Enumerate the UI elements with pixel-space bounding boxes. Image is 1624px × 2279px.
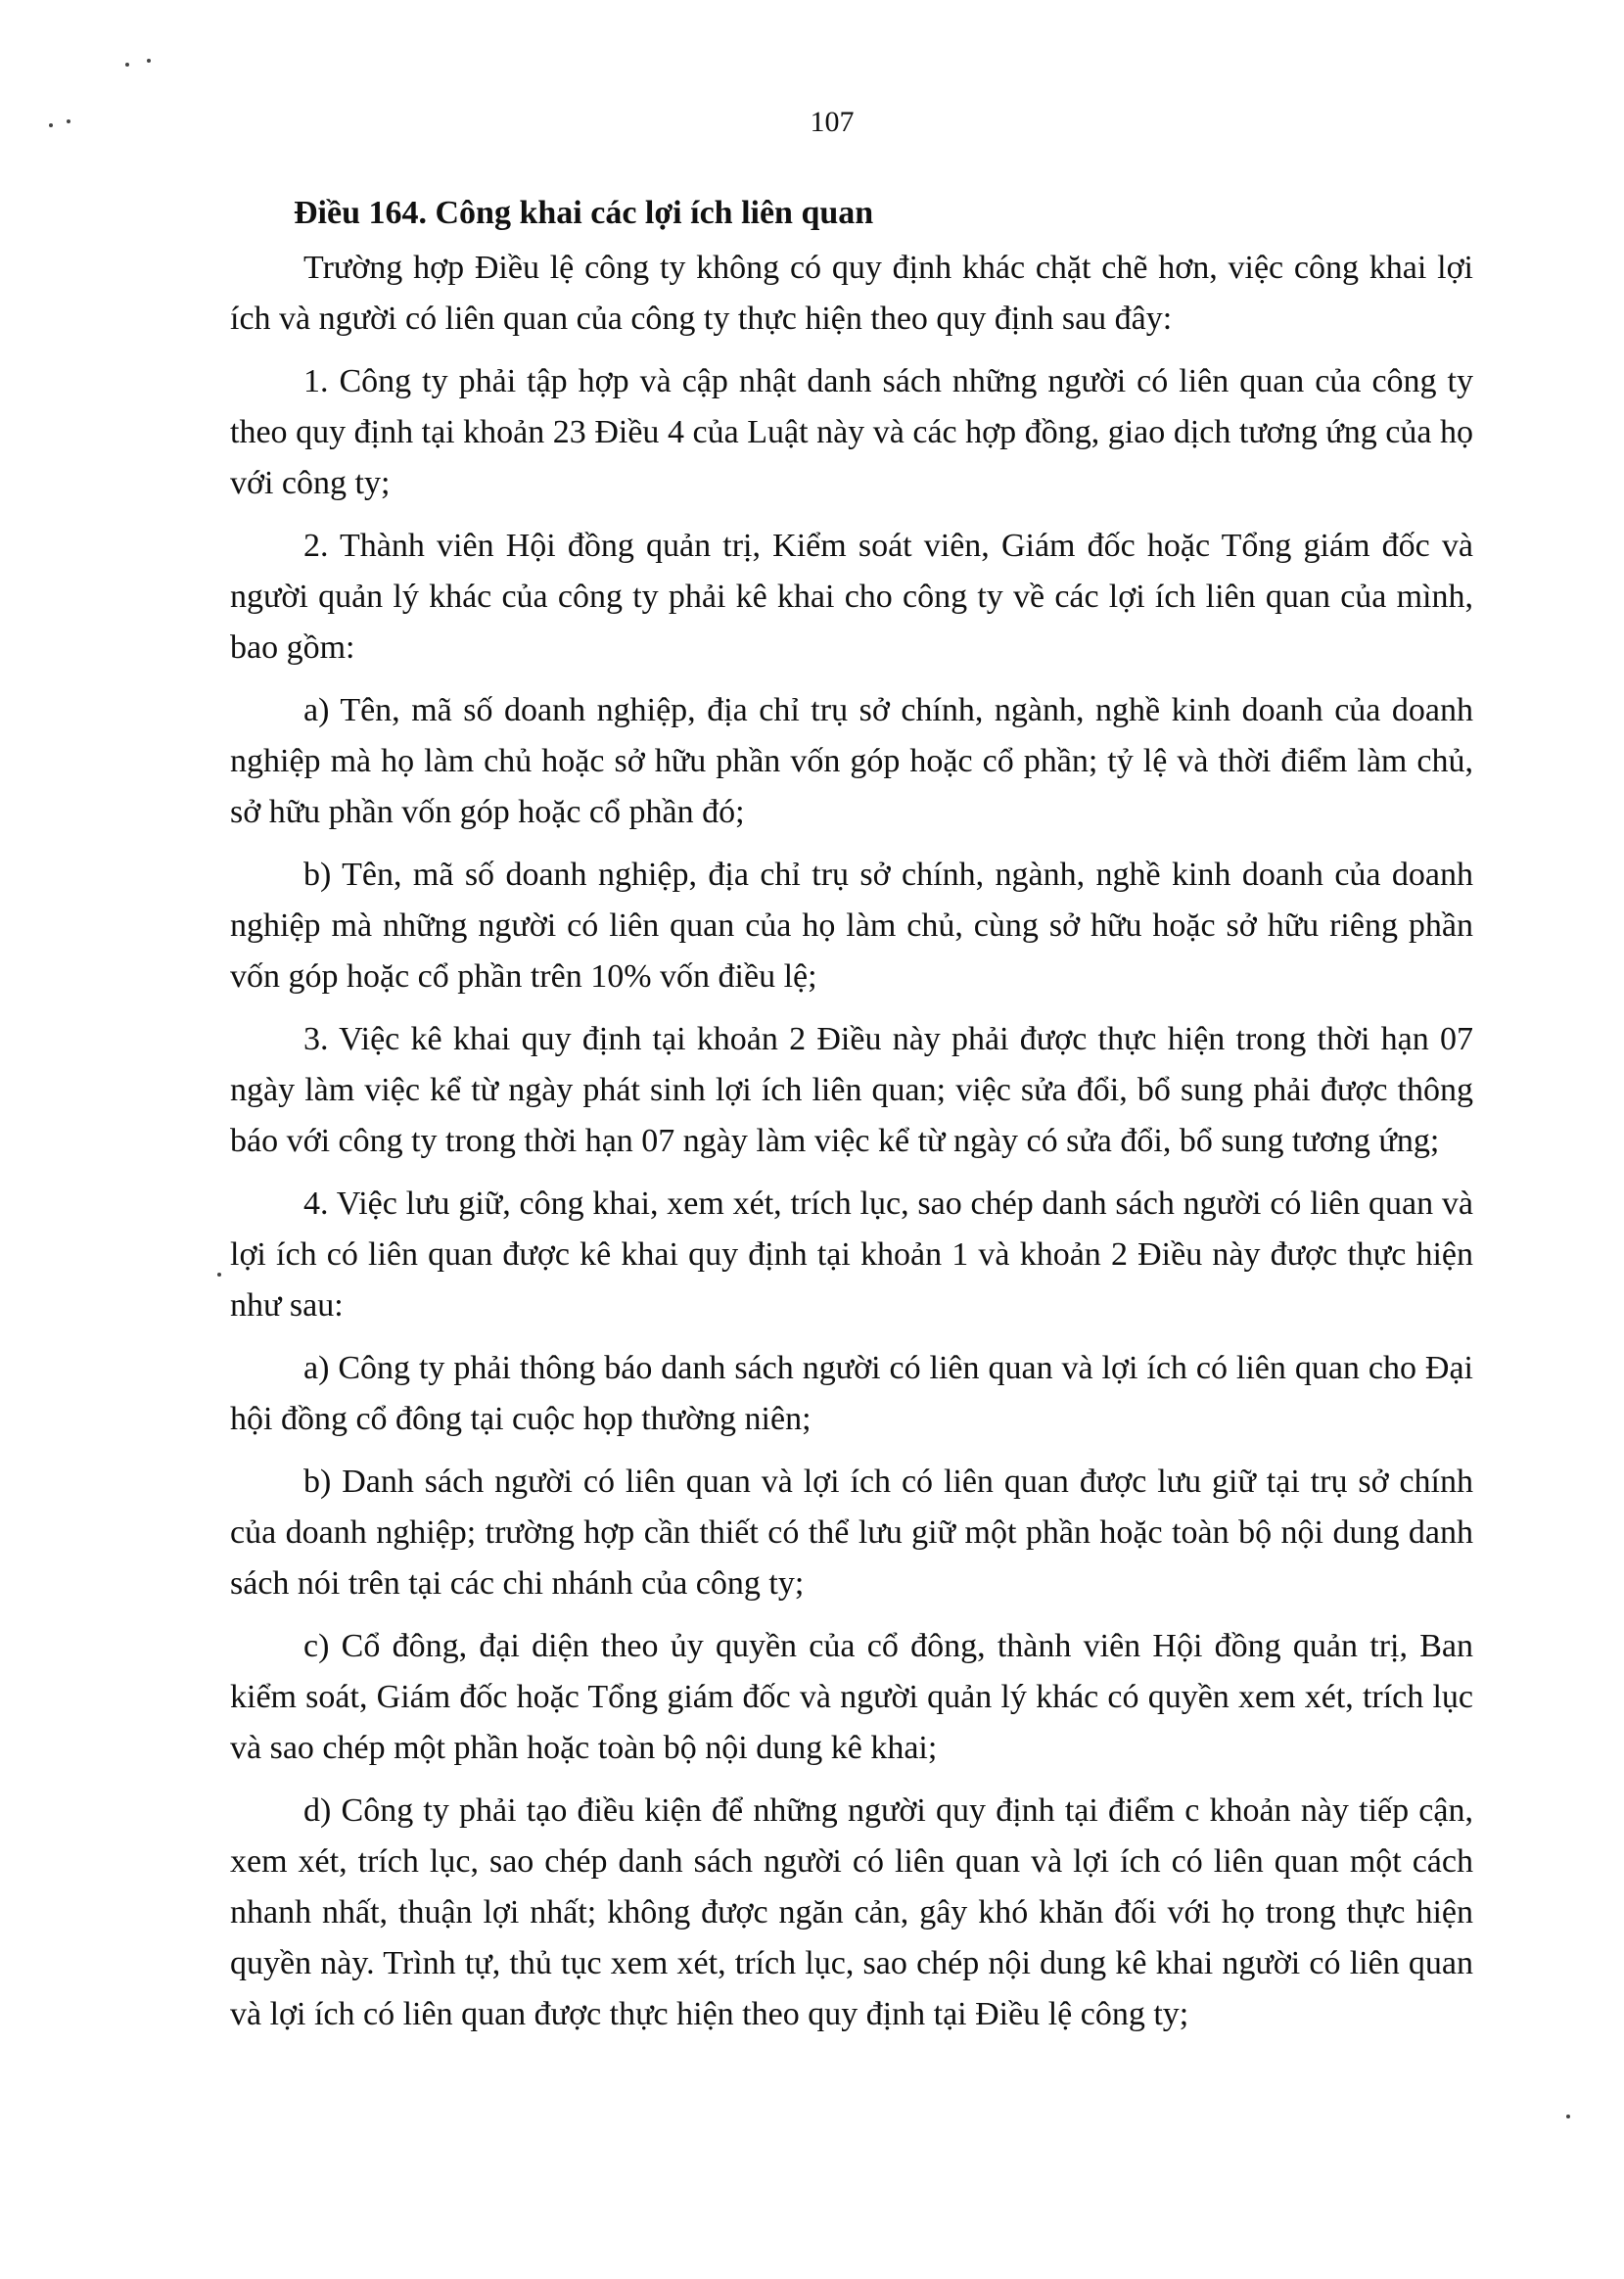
clause-2-point-a: a) Tên, mã số doanh nghiệp, địa chỉ trụ sở chính, ngành, nghề kinh doanh của doanh nghiệp mà họ làm chủ hoặc sở hữu phần vốn góp hoặc cổ phần; tỷ lệ và thời điểm làm chủ, sở hữu phần vốn góp hoặc cổ phần đó;	[230, 692, 1473, 830]
scan-speck	[49, 123, 53, 127]
scan-speck	[67, 119, 70, 123]
clause-3: 3. Việc kê khai quy định tại khoản 2 Điều này phải được thực hiện trong thời hạn 07 ngày làm việc kể từ ngày phát sinh lợi ích liên quan; việc sửa đổi, bổ sung phải được thông báo với công ty trong thời hạn 07 ngày làm việc kể từ ngày có sửa đổi, bổ sung tương ứng;	[230, 1021, 1473, 1159]
scan-speck	[147, 59, 151, 63]
article-heading: Điều 164. Công khai các lợi ích liên quan	[294, 195, 874, 231]
clause-4-point-a: a) Công ty phải thông báo danh sách người có liên quan và lợi ích có liên quan cho Đại hội đồng cổ đông tại cuộc họp thường niên;	[230, 1350, 1473, 1437]
scan-speck	[217, 1273, 221, 1277]
scan-speck	[125, 63, 129, 67]
clause-4-point-d: d) Công ty phải tạo điều kiện để những người quy định tại điểm c khoản này tiếp cận, xem xét, trích lục, sao chép danh sách người có liên quan và lợi ích có liên quan một cách nhanh nhất, thuận lợi nhất; không được ngăn cản, gây khó khăn đối với họ trong thực hiện quyền này. Trình tự, thủ tục xem xét, trích lục, sao chép nội dung kê khai người có liên quan và lợi ích có liên quan được thực hiện theo quy định tại Điều lệ công ty;	[230, 1792, 1473, 2032]
intro-paragraph: Trường hợp Điều lệ công ty không có quy định khác chặt chẽ hơn, việc công khai lợi ích và người có liên quan của công ty thực hiện theo quy định sau đây:	[230, 250, 1473, 337]
clause-2: 2. Thành viên Hội đồng quản trị, Kiểm soát viên, Giám đốc hoặc Tổng giám đốc và người quản lý khác của công ty phải kê khai cho công ty về các lợi ích liên quan của mình, bao gồm:	[230, 528, 1473, 666]
clause-4-point-b: b) Danh sách người có liên quan và lợi ích có liên quan được lưu giữ tại trụ sở chính của doanh nghiệp; trường hợp cần thiết có thể lưu giữ một phần hoặc toàn bộ nội dung danh sách nói trên tại các chi nhánh của công ty;	[230, 1464, 1473, 1602]
clause-4-point-c: c) Cổ đông, đại diện theo ủy quyền của cổ đông, thành viên Hội đồng quản trị, Ban kiểm soát, Giám đốc hoặc Tổng giám đốc và người quản lý khác có quyền xem xét, trích lục và sao chép một phần hoặc toàn bộ nội dung kê khai;	[230, 1628, 1473, 1766]
clause-1: 1. Công ty phải tập hợp và cập nhật danh sách những người có liên quan của công ty theo quy định tại khoản 23 Điều 4 của Luật này và các hợp đồng, giao dịch tương ứng của họ với công ty;	[230, 363, 1473, 501]
clause-4: 4. Việc lưu giữ, công khai, xem xét, trích lục, sao chép danh sách người có liên quan và lợi ích có liên quan được kê khai quy định tại khoản 1 và khoản 2 Điều này được thực hiện như sau:	[230, 1186, 1473, 1324]
page-number: 107	[810, 106, 855, 138]
document-body	[230, 188, 1473, 2052]
clause-2-point-b: b) Tên, mã số doanh nghiệp, địa chỉ trụ sở chính, ngành, nghề kinh doanh của doanh nghiệp mà những người có liên quan của họ làm chủ, cùng sở hữu hoặc sở hữu riêng phần vốn góp hoặc cổ phần trên 10% vốn điều lệ;	[230, 857, 1473, 995]
scan-speck	[1566, 2115, 1570, 2118]
